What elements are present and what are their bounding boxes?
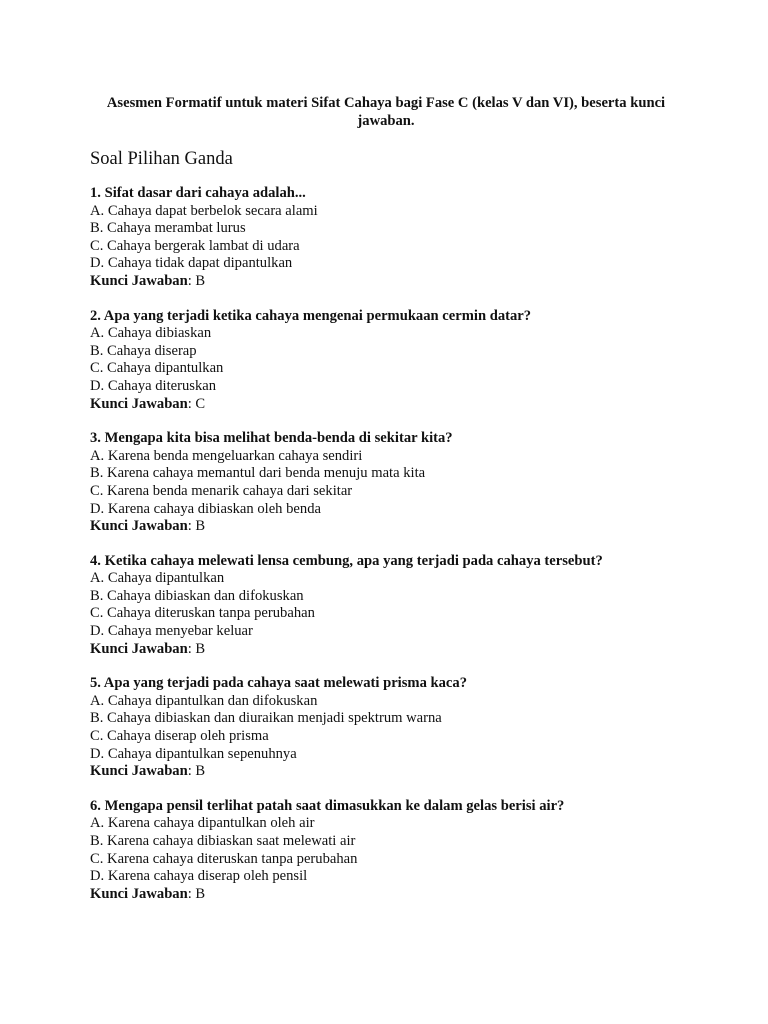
question-text: 4. Ketika cahaya melewati lensa cembung, apa yang terjadi pada cahaya tersebut? xyxy=(90,552,603,569)
question-text: 5. Apa yang terjadi pada cahaya saat melewati prisma kaca? xyxy=(90,675,468,692)
question-1 xyxy=(90,185,682,291)
option-c: C. Cahaya dipantulkan xyxy=(90,360,224,377)
answer-key-value: : B xyxy=(187,885,206,902)
answer-key-label: Kunci Jawaban xyxy=(90,518,188,535)
question-6 xyxy=(90,798,682,904)
option-d: D. Cahaya dipantulkan sepenuhnya xyxy=(90,745,297,762)
answer-key xyxy=(90,396,682,414)
option-b: B. Cahaya dibiaskan dan diuraikan menjadi spektrum warna xyxy=(90,710,442,727)
question-text: 1. Sifat dasar dari cahaya adalah... xyxy=(90,185,306,201)
document-title-line2: jawaban. xyxy=(357,113,415,129)
question-text: 2. Apa yang terjadi ketika cahaya mengenai permukaan cermin datar? xyxy=(90,307,532,324)
document-title xyxy=(90,94,682,130)
option-c: C. Cahaya bergerak lambat di udara xyxy=(90,237,300,254)
option-d: D. Cahaya menyebar keluar xyxy=(90,623,253,640)
answer-key xyxy=(90,273,682,291)
answer-key-label: Kunci Jawaban xyxy=(90,763,188,780)
option-b: B. Cahaya diserap xyxy=(90,342,197,359)
document-page xyxy=(90,94,682,920)
question-text: 3. Mengapa kita bisa melihat benda-benda di sekitar kita? xyxy=(90,430,453,447)
question-text: 6. Mengapa pensil terlihat patah saat dimasukkan ke dalam gelas berisi air? xyxy=(90,797,565,814)
option-a: A. Cahaya dipantulkan xyxy=(90,570,225,587)
document-title-line1: Asesmen Formatif untuk materi Sifat Cahaya bagi Fase C (kelas V dan VI), beserta kunci xyxy=(106,95,666,111)
answer-key xyxy=(90,518,682,536)
option-a: A. Cahaya dibiaskan xyxy=(90,325,212,342)
option-d: D. Karena cahaya diserap oleh pensil xyxy=(90,868,308,885)
option-d: D. Karena cahaya dibiaskan oleh benda xyxy=(90,500,321,517)
option-a: A. Karena cahaya dipantulkan oleh air xyxy=(90,815,315,832)
question-3 xyxy=(90,430,682,536)
answer-key xyxy=(90,763,682,781)
option-a: A. Cahaya dapat berbelok secara alami xyxy=(90,202,318,219)
answer-key-label: Kunci Jawaban xyxy=(90,885,188,902)
option-b: B. Cahaya dibiaskan dan difokuskan xyxy=(90,587,304,604)
answer-key-value: : B xyxy=(187,272,206,289)
option-c: C. Cahaya diserap oleh prisma xyxy=(90,728,269,745)
option-b: B. Karena cahaya memantul dari benda menuju mata kita xyxy=(90,465,426,482)
option-b: B. Cahaya merambat lurus xyxy=(90,220,246,237)
question-2 xyxy=(90,308,682,414)
answer-key-value: : B xyxy=(187,640,206,657)
question-5 xyxy=(90,675,682,781)
answer-key xyxy=(90,641,682,659)
option-a: A. Cahaya dipantulkan dan difokuskan xyxy=(90,692,318,709)
option-c: C. Karena benda menarik cahaya dari sekitar xyxy=(90,482,353,499)
answer-key xyxy=(90,886,682,904)
answer-key-label: Kunci Jawaban xyxy=(90,640,188,657)
answer-key-label: Kunci Jawaban xyxy=(90,395,188,412)
option-a: A. Karena benda mengeluarkan cahaya sendiri xyxy=(90,447,363,464)
option-c: C. Karena cahaya diteruskan tanpa perubahan xyxy=(90,850,358,867)
option-c: C. Cahaya diteruskan tanpa perubahan xyxy=(90,605,315,622)
option-b: B. Karena cahaya dibiaskan saat melewati air xyxy=(90,833,356,849)
question-list xyxy=(90,185,682,903)
answer-key-value: : C xyxy=(187,395,206,412)
option-d: D. Cahaya tidak dapat dipantulkan xyxy=(90,255,293,272)
answer-key-value: : B xyxy=(187,518,206,535)
answer-key-label: Kunci Jawaban xyxy=(90,272,188,289)
question-4 xyxy=(90,553,682,659)
answer-key-value: : B xyxy=(187,763,206,780)
section-heading: Soal Pilihan Ganda xyxy=(90,149,233,169)
option-d: D. Cahaya diteruskan xyxy=(90,377,217,394)
